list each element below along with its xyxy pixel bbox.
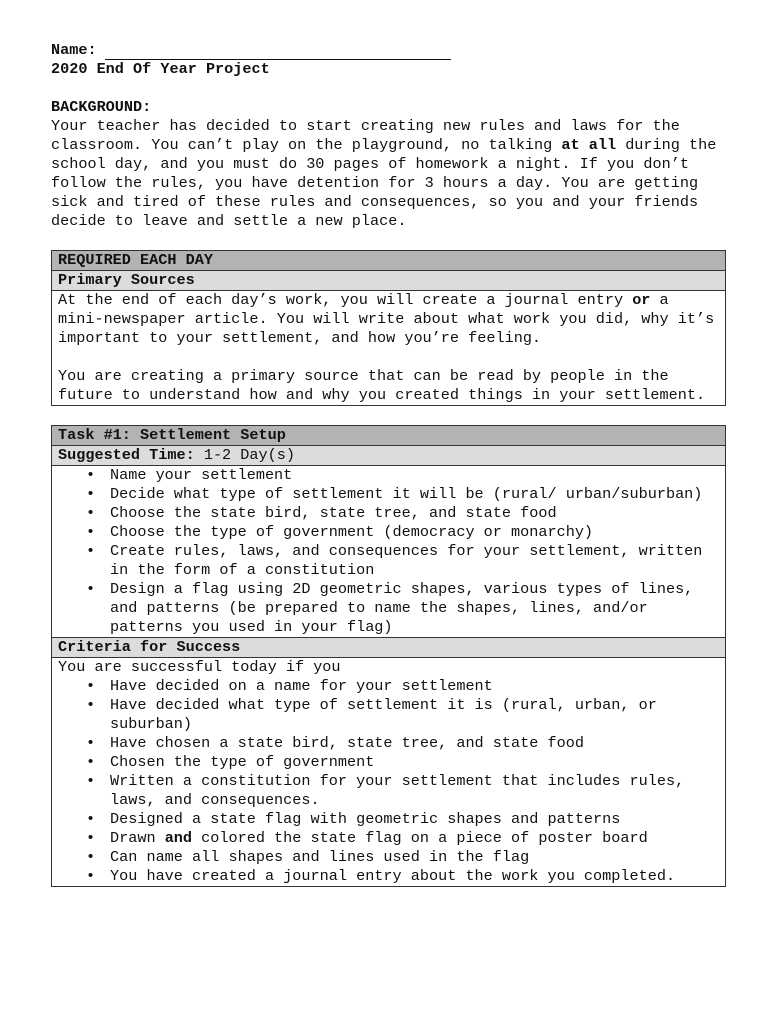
- primary-sources-body: [52, 291, 726, 406]
- task-1-list: [58, 466, 719, 637]
- criteria-body: [52, 658, 726, 887]
- name-blank-line: [105, 41, 451, 60]
- list-item: • Have decided what type of settlement it is (rural, urban, or suburban): [104, 696, 719, 734]
- background-text: Your teacher has decided to start creating new rules and laws for the classroom. You can’t play on the playground, no talking at all during the school day, and you must do 30 pages of homework a night. If you don’t follow the rules, you have detention for 3 hours a day. You are getting sick and tired of these rules and consequences, so you and your friends decide to leave and settle a new place.: [51, 117, 717, 230]
- list-item: • Designed a state flag with geometric shapes and patterns: [104, 810, 719, 829]
- list-item: • Chosen the type of government: [104, 753, 719, 772]
- required-heading: REQUIRED EACH DAY: [52, 251, 726, 271]
- list-item: • Name your settlement: [104, 466, 719, 485]
- list-item: • Choose the state bird, state tree, and state food: [104, 504, 719, 523]
- background-heading: BACKGROUND:: [51, 98, 152, 116]
- list-item: • Have chosen a state bird, state tree, and state food: [104, 734, 719, 753]
- list-item: • Written a constitution for your settlement that includes rules, laws, and consequences.: [104, 772, 719, 810]
- list-item: • Design a flag using 2D geometric shapes, various types of lines, and patterns (be prepared to name the shapes, lines, and/or patterns you used in your flag): [104, 580, 719, 637]
- task-1-body: [52, 466, 726, 638]
- primary-sources-heading: Primary Sources: [52, 271, 726, 291]
- task-1-box: [51, 425, 726, 887]
- list-item: • You have created a journal entry about the work you completed.: [104, 867, 719, 886]
- project-title: 2020 End Of Year Project: [51, 60, 270, 78]
- primary-sources-para-2: You are creating a primary source that can be read by people in the future to understand how and why you created things in your settlement.: [58, 367, 706, 404]
- background-emphasis: at all: [561, 136, 617, 154]
- list-item: • Create rules, laws, and consequences for your settlement, written in the form of a constitution: [104, 542, 719, 580]
- task-1-heading: Task #1: Settlement Setup: [52, 426, 726, 446]
- criteria-intro: You are successful today if you: [58, 658, 341, 676]
- document-page: [51, 41, 726, 887]
- required-each-day-box: [51, 250, 726, 406]
- criteria-heading: Criteria for Success: [52, 638, 726, 658]
- suggested-time: Suggested Time: 1-2 Day(s): [52, 446, 726, 466]
- name-line: [51, 41, 726, 60]
- list-item: • Drawn and colored the state flag on a piece of poster board: [104, 829, 719, 848]
- primary-sources-para-1: At the end of each day’s work, you will create a journal entry or a mini-newspaper article. You will write about what work you did, why it’s important to your settlement, and how you’re feeling.: [58, 291, 715, 347]
- list-item: • Can name all shapes and lines used in the flag: [104, 848, 719, 867]
- list-item: • Choose the type of government (democracy or monarchy): [104, 523, 719, 542]
- list-item: • Decide what type of settlement it will be (rural/ urban/suburban): [104, 485, 719, 504]
- list-item: • Have decided on a name for your settlement: [104, 677, 719, 696]
- criteria-list: [58, 677, 719, 886]
- name-label: Name:: [51, 41, 97, 59]
